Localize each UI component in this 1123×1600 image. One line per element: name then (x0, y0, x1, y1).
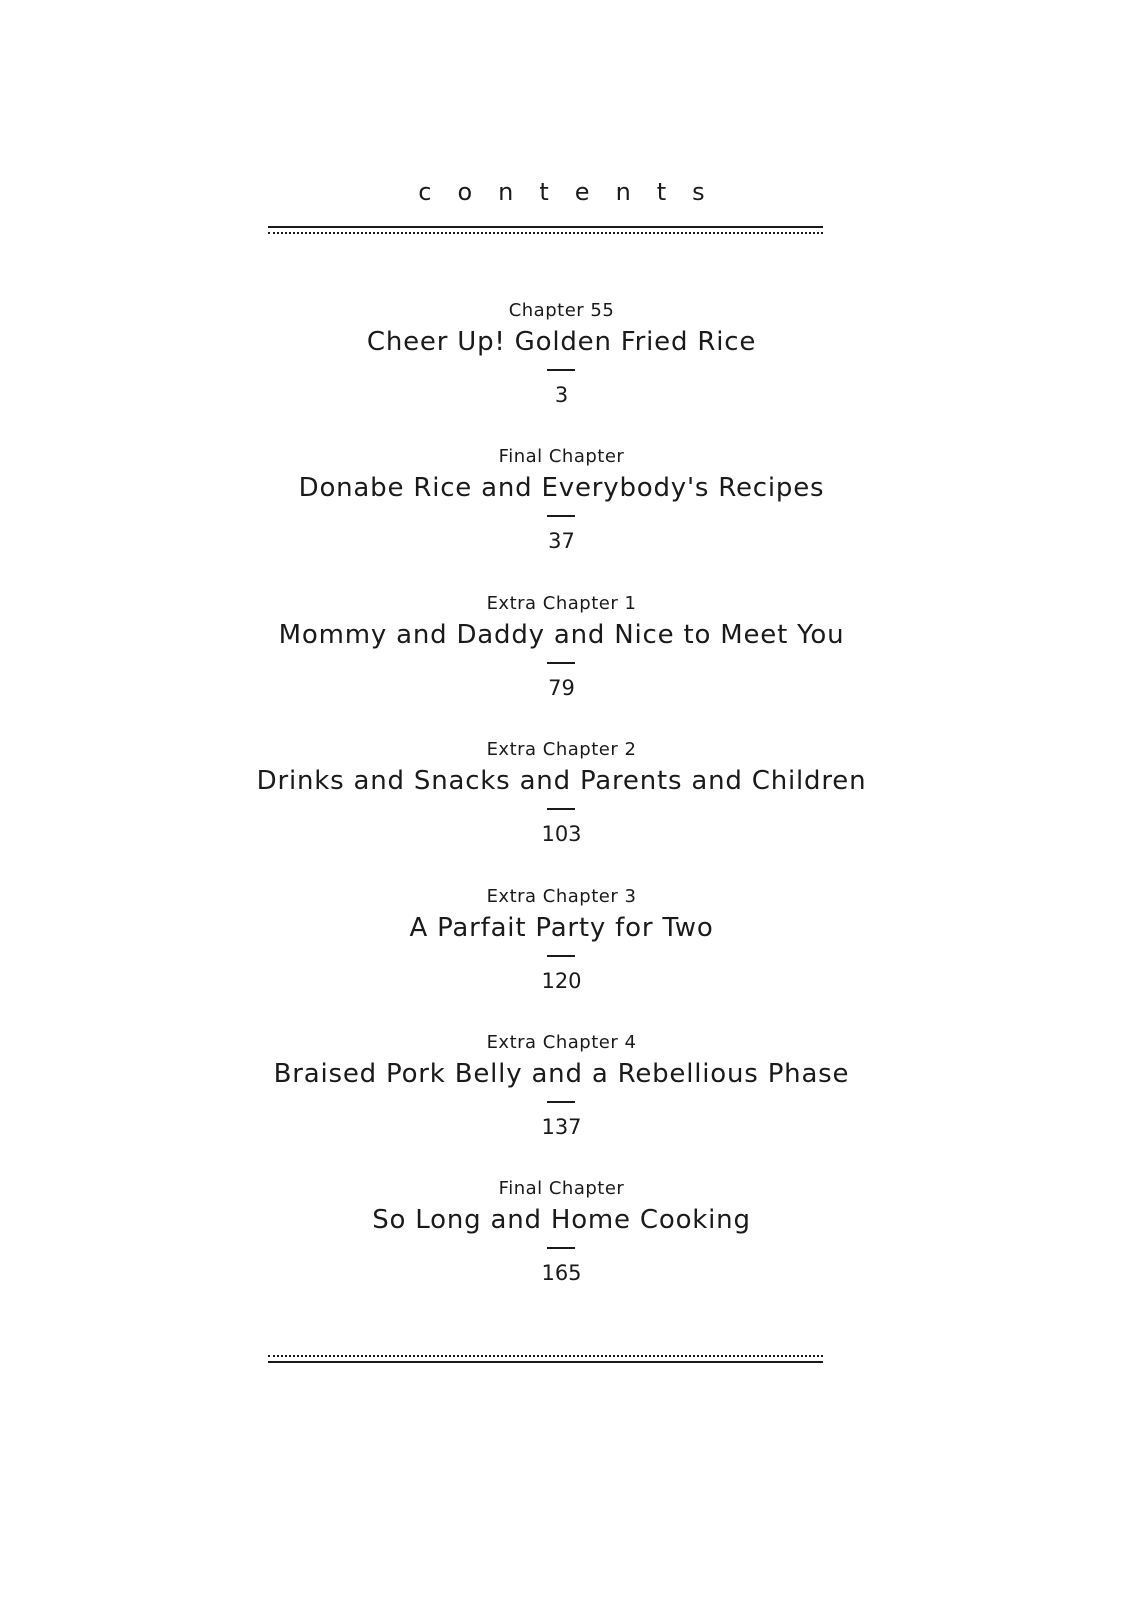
chapter-title: So Long and Home Cooking (372, 1205, 751, 1235)
chapter-page-number: 3 (554, 383, 569, 407)
bottom-divider (268, 1355, 823, 1365)
top-divider (268, 226, 823, 236)
title-page-separator (547, 955, 575, 957)
chapter-page-number: 79 (548, 676, 575, 700)
chapter-title: Braised Pork Belly and a Rebellious Phase (273, 1059, 850, 1089)
chapter-title: Mommy and Daddy and Nice to Meet You (278, 620, 845, 650)
chapter-label: Extra Chapter 2 (486, 739, 637, 760)
title-page-separator (547, 808, 575, 810)
chapter-page-number: 120 (541, 969, 582, 993)
bottom-divider-solid-line (268, 1361, 823, 1363)
chapter-label: Extra Chapter 4 (486, 1032, 637, 1053)
bottom-divider-dotted-line (268, 1355, 823, 1357)
chapter-label: Extra Chapter 3 (486, 886, 637, 907)
title-page-separator (547, 1247, 575, 1249)
chapter-page-number: 37 (548, 529, 575, 553)
chapter-label: Final Chapter (498, 1178, 625, 1199)
contents-heading: contents (418, 178, 731, 206)
chapter-title: Cheer Up! Golden Fried Rice (366, 327, 757, 357)
chapter-page-number: 165 (541, 1261, 582, 1285)
title-page-separator (547, 1101, 575, 1103)
title-page-separator (547, 515, 575, 517)
title-page-separator (547, 662, 575, 664)
top-divider-solid-line (268, 226, 823, 228)
title-page-separator (547, 369, 575, 371)
chapter-title: Drinks and Snacks and Parents and Children (256, 766, 867, 796)
chapter-page-number: 137 (541, 1115, 582, 1139)
chapter-title: A Parfait Party for Two (409, 913, 714, 943)
chapter-label: Chapter 55 (508, 300, 615, 321)
chapter-label: Extra Chapter 1 (486, 593, 637, 614)
chapter-title: Donabe Rice and Everybody's Recipes (298, 473, 825, 503)
chapter-label: Final Chapter (498, 446, 625, 467)
top-divider-dotted-line (268, 232, 823, 234)
chapter-page-number: 103 (541, 822, 582, 846)
